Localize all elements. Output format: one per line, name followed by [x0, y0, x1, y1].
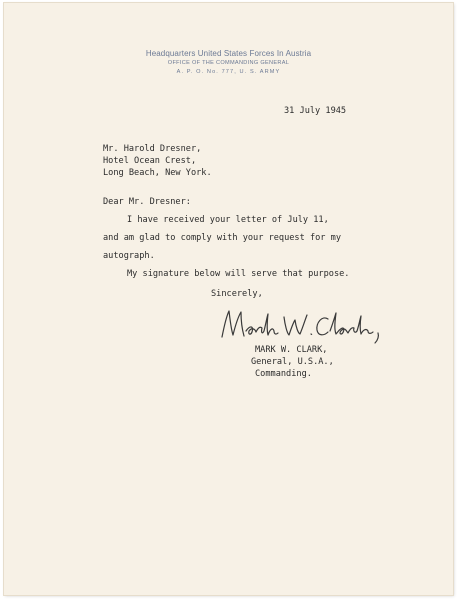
body-paragraph1-line1: I have received your letter of July 11, [127, 215, 329, 225]
letterhead-office: OFFICE OF THE COMMANDING GENERAL [167, 60, 290, 66]
letter-page [4, 3, 453, 595]
signer-role: Commanding. [255, 369, 312, 379]
recipient-name: Mr. Harold Dresner, [103, 144, 202, 154]
body-paragraph2: My signature below will serve that purpose. [127, 269, 350, 279]
signer-title: General, U.S.A., [251, 357, 334, 367]
recipient-address-line2: Long Beach, New York. [103, 168, 212, 178]
body-paragraph1-line3: autograph. [103, 251, 155, 261]
closing: Sincerely, [211, 289, 263, 299]
body-paragraph1-line2: and am glad to comply with your request for my [103, 233, 341, 243]
signer-name: MARK W. CLARK, [255, 345, 328, 355]
letterhead-title: Headquarters United States Forces In Austria [145, 49, 312, 58]
handwritten-signature [216, 305, 386, 345]
letterhead-apo: A. P. O. No. 777, U. S. ARMY [176, 69, 281, 75]
letter-date: 31 July 1945 [284, 106, 347, 116]
salutation: Dear Mr. Dresner: [103, 197, 191, 207]
recipient-address-line1: Hotel Ocean Crest, [103, 156, 197, 166]
